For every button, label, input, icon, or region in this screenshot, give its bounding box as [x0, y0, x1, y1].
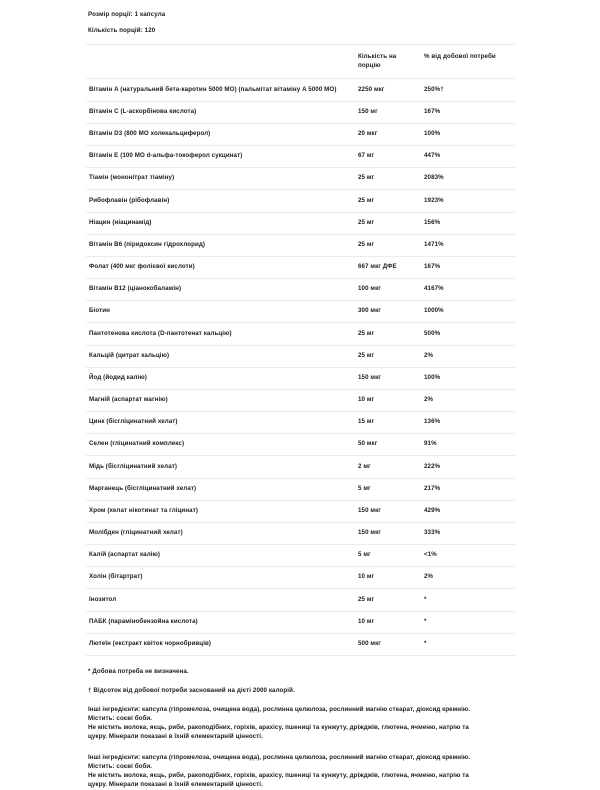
table-row — [86, 367, 516, 389]
nutrient-daily-value: 4167% — [424, 279, 516, 301]
nutrient-amount: 25 мг — [358, 234, 424, 256]
nutrient-amount: 5 мг — [358, 545, 424, 567]
nutrient-name: Мідь (бісгліцинатний хелат) — [86, 456, 358, 478]
table-row — [86, 79, 516, 101]
ingredients-block — [88, 706, 516, 742]
nutrient-daily-value: 250%† — [424, 79, 516, 101]
nutrient-name: Вітамін B6 (піридоксин гідрохлорид) — [86, 234, 358, 256]
column-header-daily-value: % від добової потреби — [424, 44, 516, 79]
table-row — [86, 345, 516, 367]
nutrient-daily-value: 2% — [424, 345, 516, 367]
nutrient-amount: 25 мг — [358, 168, 424, 190]
table-row — [86, 123, 516, 145]
nutrient-amount: 100 мкг — [358, 279, 424, 301]
nutrient-amount: 25 мг — [358, 190, 424, 212]
serving-size-line: Розмір порції: 1 капсула — [88, 11, 166, 18]
nutrient-name: Марганець (бісгліцинатний хелат) — [86, 478, 358, 500]
ingredients-block — [88, 754, 516, 790]
nutrient-name: Вітамін B12 (ціанокобаламін) — [86, 279, 358, 301]
nutrient-name: Фолат (400 мкг фолієвої кислоти) — [86, 256, 358, 278]
nutrient-amount: 10 мг — [358, 611, 424, 633]
nutrient-daily-value: 2083% — [424, 168, 516, 190]
footnotes — [86, 668, 516, 695]
nutrient-amount: 150 мкг — [358, 522, 424, 544]
ingredients-line: цукру. Мінерали показані в їхній елементарній цінності. — [88, 780, 263, 788]
table-row — [86, 101, 516, 123]
nutrient-daily-value: <1% — [424, 545, 516, 567]
nutrient-name: Лютеїн (екстракт квіток чорнобривців) — [86, 633, 358, 655]
ingredients-line: Інші інгредієнти: капсула (гіпромелоза, очищена вода), рослинна целюлоза, рослинний магнію стеарат, діоксид кремнію. — [88, 754, 471, 761]
nutrient-amount: 150 мкг — [358, 367, 424, 389]
table-row — [86, 412, 516, 434]
nutrient-name: Пантотенова кислота (D-пантотенат кальцію) — [86, 323, 358, 345]
table-row — [86, 633, 516, 655]
nutrient-daily-value: 167% — [424, 101, 516, 123]
table-row — [86, 323, 516, 345]
footnote: † Відсоток від добової потреби заснований на дієті 2000 калорій. — [88, 687, 295, 694]
nutrient-name: Калій (аспартат калію) — [86, 545, 358, 567]
table-row — [86, 145, 516, 167]
table-row — [86, 212, 516, 234]
table-row — [86, 190, 516, 212]
ingredients-line: Не містить молока, яєць, риби, ракоподібних, горіхів, арахісу, пшениці та кунжуту, дріжджів, глютена, ячменю, натрію та — [88, 771, 469, 779]
nutrient-amount: 67 мг — [358, 145, 424, 167]
nutrient-daily-value: 91% — [424, 434, 516, 456]
nutrient-amount: 150 мкг — [358, 500, 424, 522]
nutrient-amount: 20 мкг — [358, 123, 424, 145]
nutrient-daily-value: 1923% — [424, 190, 516, 212]
ingredients-line: Не містить молока, яєць, риби, ракоподібних, горіхів, арахісу, пшениці та кунжуту, дріжджів, глютена, ячменю, натрію та — [88, 724, 469, 732]
nutrient-amount: 50 мкг — [358, 434, 424, 456]
nutrient-name: Хром (хелат нікотинат та гліцинат) — [86, 500, 358, 522]
table-row — [86, 234, 516, 256]
table-row — [86, 168, 516, 190]
nutrient-name: Холін (бітартрат) — [86, 567, 358, 589]
nutrient-name: Вітамін D3 (800 МО холекальциферол) — [86, 123, 358, 145]
table-row — [86, 389, 516, 411]
ingredients-section — [86, 706, 516, 790]
table-row — [86, 256, 516, 278]
nutrient-daily-value: * — [424, 633, 516, 655]
nutrient-name: Цинк (бісгліцинатний хелат) — [86, 412, 358, 434]
nutrient-amount: 150 мг — [358, 101, 424, 123]
nutrient-daily-value: 447% — [424, 145, 516, 167]
nutrient-name: Молібден (гліцинатний хелат) — [86, 522, 358, 544]
table-row — [86, 522, 516, 544]
nutrient-name: Йод (йодид калію) — [86, 367, 358, 389]
ingredients-line: Інші інгредієнти: капсула (гіпромелоза, очищена вода), рослинна целюлоза, рослинний магнію стеарат, діоксид кремнію. — [88, 706, 471, 714]
ingredients-line: Містить: соєві боби. — [88, 715, 153, 723]
nutrient-daily-value: 222% — [424, 456, 516, 478]
nutrient-daily-value: 429% — [424, 500, 516, 522]
nutrient-name: Вітамін E (100 МО d-альфа-токоферол сукцинат) — [86, 145, 358, 167]
nutrient-amount: 25 мг — [358, 323, 424, 345]
nutrient-amount: 15 мг — [358, 412, 424, 434]
table-body — [86, 79, 516, 655]
servings-per-container-line: Кількість порцій: 120 — [88, 27, 156, 35]
table-row — [86, 589, 516, 611]
nutrient-amount: 10 мг — [358, 567, 424, 589]
nutrient-amount: 2250 мкг — [358, 79, 424, 101]
nutrient-daily-value: 100% — [424, 367, 516, 389]
table-row — [86, 500, 516, 522]
nutrient-daily-value: 333% — [424, 522, 516, 544]
nutrient-amount: 5 мг — [358, 478, 424, 500]
nutrient-amount: 300 мкг — [358, 301, 424, 323]
supplement-facts-table — [86, 44, 516, 656]
table-row — [86, 434, 516, 456]
table-row — [86, 567, 516, 589]
nutrient-amount: 10 мг — [358, 389, 424, 411]
nutrient-name: Тіамін (мононітрат тіаміну) — [86, 168, 358, 190]
nutrient-amount: 500 мкг — [358, 633, 424, 655]
column-header-amount-per-serving: Кількість на порцію — [358, 44, 424, 79]
nutrient-daily-value: 1000% — [424, 301, 516, 323]
nutrient-daily-value: 136% — [424, 412, 516, 434]
nutrient-name: Вітамін C (L-аскорбінова кислота) — [86, 101, 358, 123]
nutrient-name: Ніацин (ніацинамід) — [86, 212, 358, 234]
nutrient-daily-value: * — [424, 589, 516, 611]
table-header — [86, 44, 516, 79]
nutrient-name: Вітамін A (натуральний бета-каротин 5000 МО) (пальмітат вітаміну A 5000 МО) — [86, 79, 358, 101]
footnote: * Добова потреба не визначена. — [88, 667, 189, 675]
nutrient-daily-value: 1471% — [424, 234, 516, 256]
nutrient-amount: 25 мг — [358, 212, 424, 234]
nutrient-amount: 667 мкг ДФЕ — [358, 256, 424, 278]
table-row — [86, 545, 516, 567]
ingredients-line: цукру. Мінерали показані в їхній елементарній цінності. — [88, 733, 263, 741]
nutrient-daily-value: 217% — [424, 478, 516, 500]
nutrient-name: Інозитол — [86, 589, 358, 611]
nutrient-daily-value: 2% — [424, 389, 516, 411]
nutrient-name: Селен (гліцинатний комплекс) — [86, 434, 358, 456]
nutrient-daily-value: 2% — [424, 567, 516, 589]
nutrient-name: Кальцій (цитрат кальцію) — [86, 345, 358, 367]
table-row — [86, 279, 516, 301]
nutrient-name: Магній (аспартат магнію) — [86, 389, 358, 411]
ingredients-line: Містить: соєві боби. — [88, 762, 153, 770]
table-header-row — [86, 44, 516, 79]
nutrient-daily-value: 156% — [424, 212, 516, 234]
nutrient-amount: 25 мг — [358, 589, 424, 611]
nutrient-daily-value: 100% — [424, 123, 516, 145]
nutrient-daily-value: 167% — [424, 256, 516, 278]
table-row — [86, 478, 516, 500]
column-header-nutrient — [86, 44, 358, 79]
table-row — [86, 301, 516, 323]
nutrient-amount: 25 мг — [358, 345, 424, 367]
nutrient-name: Рибофлавін (рібофлавін) — [86, 190, 358, 212]
nutrient-daily-value: * — [424, 611, 516, 633]
nutrient-daily-value: 500% — [424, 323, 516, 345]
nutrient-name: Біотин — [86, 301, 358, 323]
table-row — [86, 456, 516, 478]
table-row — [86, 611, 516, 633]
nutrient-amount: 2 мг — [358, 456, 424, 478]
nutrient-name: ПАБК (парамінобензойна кислота) — [86, 611, 358, 633]
